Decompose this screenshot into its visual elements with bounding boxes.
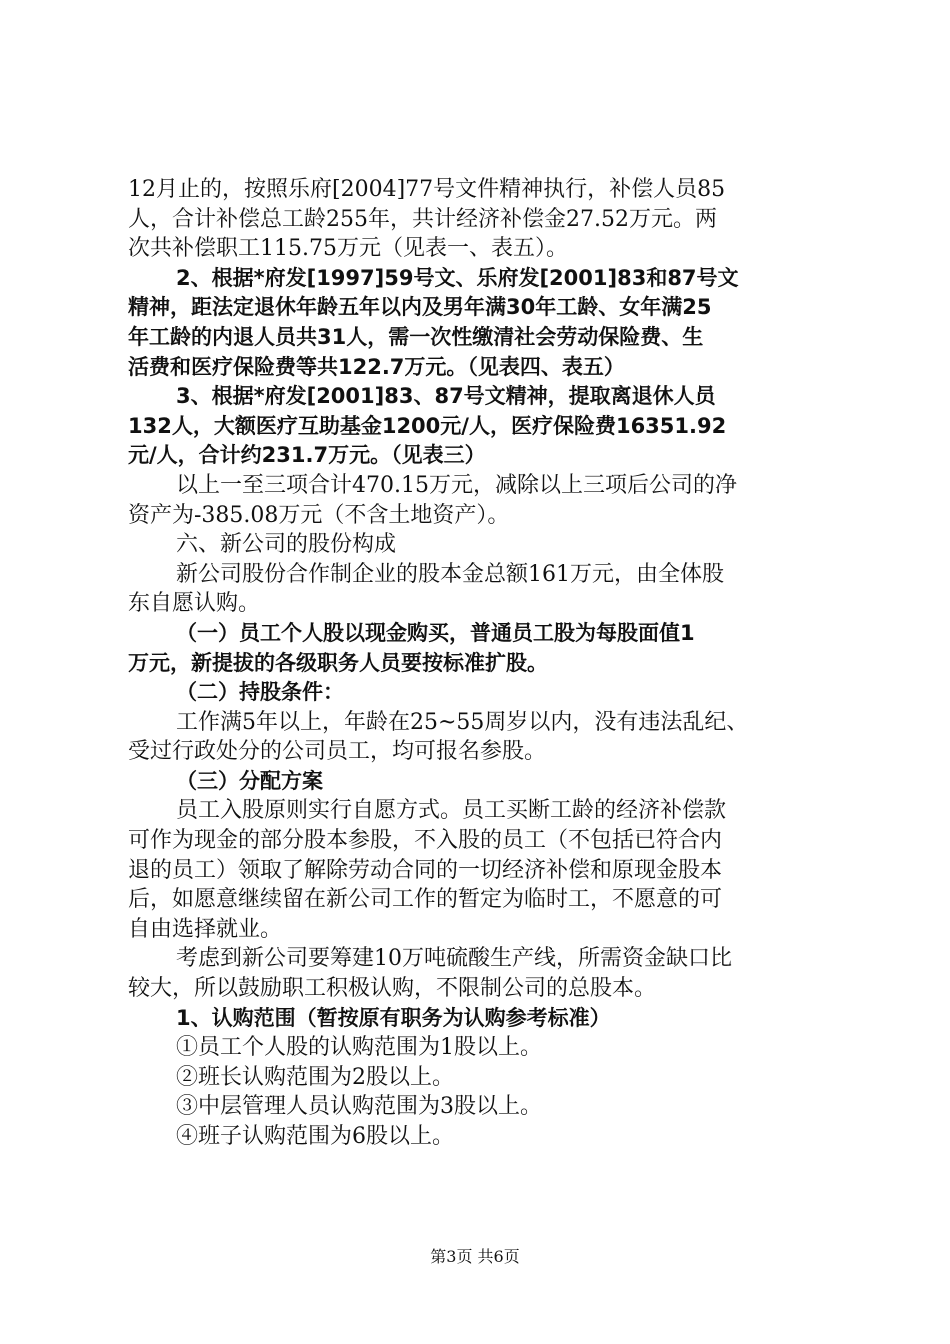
text-line: 次共补偿职工115.75万元（见表一、表五）。 (128, 236, 568, 262)
text-line: 东自愿认购。 (128, 591, 261, 617)
text-line: 后，如愿意继续留在新公司工作的暂定为临时工，不愿意的可 (128, 887, 723, 913)
text-line: ②班长认购范围为2股以上。 (176, 1064, 454, 1090)
text-line: 工作满5年以上，年龄在25~55周岁以内，没有违法乱纪、 (176, 709, 749, 735)
text-line: 六、新公司的股份构成 (176, 532, 397, 558)
text-line: 受过行政处分的公司员工，均可报名参股。 (128, 739, 547, 765)
text-line: 活费和医疗保险费等共122.7万元。（见表四、表五） (128, 354, 625, 379)
document-body (128, 175, 828, 1152)
text-line: 精神，距法定退休年龄五年以内及男年满30年工龄、女年满25 (128, 295, 712, 320)
text-line: 员工入股原则实行自愿方式。员工买断工龄的经济补偿款 (176, 798, 727, 824)
text-line: 可作为现金的部分股本参股，不入股的员工（不包括已符合内 (128, 828, 723, 854)
text-line: 1、认购范围（暂按原有职务为认购参考标准） (176, 1005, 611, 1030)
text-line: ①员工个人股的认购范围为1股以上。 (176, 1035, 542, 1061)
text-line: ③中层管理人员认购范围为3股以上。 (176, 1094, 542, 1120)
text-line: （一）员工个人股以现金购买，普通员工股为每股面值1 (176, 620, 695, 645)
text-line: 人，合计补偿总工龄255年，共计经济补偿金27.52万元。两 (128, 206, 717, 232)
text-line: 考虑到新公司要筹建10万吨硫酸生产线，所需资金缺口比 (176, 946, 732, 972)
text-line: ④班子认购范围为6股以上。 (176, 1124, 454, 1149)
text-line: 资产为-385.08万元（不含土地资产）。 (128, 502, 510, 528)
text-line: 年工龄的内退人员共31人，需一次性缴清社会劳动保险费、生 (128, 324, 704, 349)
text-line: 3、根据*府发[2001]83、87号文精神，提取离退休人员 (176, 384, 716, 409)
text-line: 退的员工）领取了解除劳动合同的一切经济补偿和原现金股本 (128, 857, 723, 883)
text-line: 新公司股份合作制企业的股本金总额161万元，由全体股 (176, 561, 724, 587)
text-line: 元/人，合计约231.7万元。（见表三） (128, 443, 486, 468)
text-line: 12月止的，按照乐府[2004]77号文件精神执行，补偿人员85 (128, 177, 726, 202)
text-line: 以上一至三项合计470.15万元，减除以上三项后公司的净 (176, 472, 737, 498)
text-line: 2、根据*府发[1997]59号文、乐府发[2001]83和87号文 (176, 265, 739, 290)
page-footer: 第3页 共6页 (430, 1247, 520, 1266)
text-line: 132人，大额医疗互助基金1200元/人，医疗保险费16351.92 (128, 413, 727, 438)
text-line: 较大，所以鼓励职工积极认购，不限制公司的总股本。 (128, 976, 657, 1002)
text-line: 自由选择就业。 (128, 916, 283, 942)
text-line: （三）分配方案 (176, 768, 323, 793)
text-line: （二）持股条件： (176, 680, 344, 705)
text-line: 万元，新提拔的各级职务人员要按标准扩股。 (128, 650, 548, 675)
